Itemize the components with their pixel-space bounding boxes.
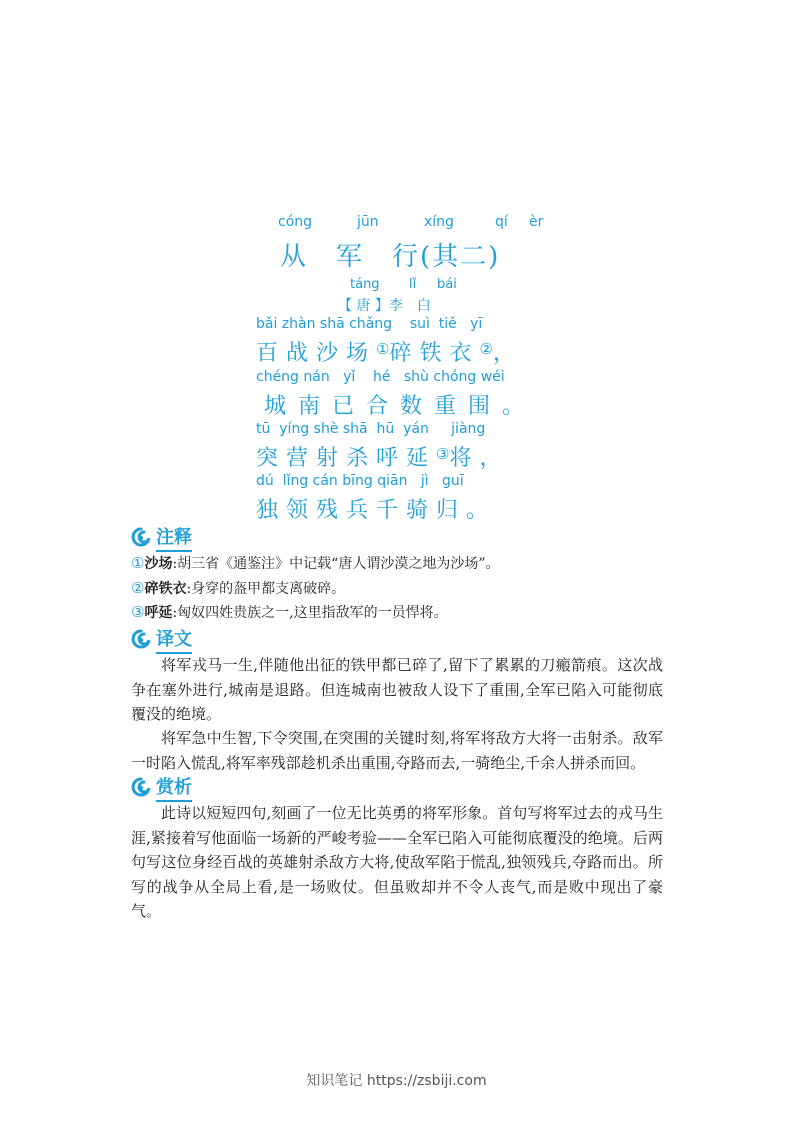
line-1-part-b: 碎铁衣 (389, 341, 480, 366)
translation-title: 译文 (156, 625, 192, 654)
page-footer: 知识笔记 https://zsbiji.com (306, 1073, 487, 1089)
line-2-part-a: 城南已合数重围 (264, 394, 503, 419)
line-3-punct: ， (479, 446, 510, 471)
line-3-text (256, 441, 510, 472)
title-pinyin-2: jūn (357, 214, 379, 230)
line-3-part-a: 突营射杀呼延 (256, 446, 437, 471)
note-1 (131, 553, 499, 573)
translation-paragraph-1: 将军戎马一生,伴随他出征的铁甲都已碎了,留下了累累的刀瘢箭痕。这次战争在塞外进行,城南是退路。但连城南也被敌人设下了重围,全军已陷入可能彻底覆没的绝境。 (131, 656, 663, 723)
title-pinyin-3: xíng (424, 214, 454, 230)
note-3-number: ③ (131, 603, 145, 621)
appreciation-title: 赏析 (156, 773, 192, 802)
poem-author: 【 唐 】李 白 (338, 298, 431, 314)
line-3-note-mark: ③ (436, 445, 450, 463)
line-4-text (256, 493, 496, 524)
appreciation-paragraph: 此诗以短短四句,刻画了一位无比英勇的将军形象。首句写将军过去的戎马生涯,紧接着写他面临一场新的严峻考验——全军已陷入可能彻底覆没的绝境。后两句写这位身经百战的英雄射杀敌方大将,使敌军陷于慌乱,独领残兵,夺路而出。所写的战争从全局上看,是一场败仗。但虽败却并不令人丧气,而是败中现出了豪气。 (131, 804, 663, 920)
note-3 (131, 602, 448, 622)
translation-paragraph-2: 将军急中生智,下令突围,在突围的关键时刻,将军将敌方大将一击射杀。敌军一时陷入慌乱,将军率残部趁机杀出重围,夺路而去,一骑绝尘,千余人拼杀而回。 (131, 729, 663, 772)
line-1-note-mark-2: ② (479, 340, 493, 358)
line-4-pinyin: dú lǐng cán bīng qiān jì guī (256, 473, 464, 489)
note-1-text: :胡三省《通鉴注》中记载“唐人谓沙漠之地为沙场”。 (172, 556, 500, 572)
line-1-punct: ， (492, 341, 523, 366)
line-1-text (256, 336, 523, 367)
line-1-pinyin: bǎi zhàn shā chǎng suì tiě yī (256, 316, 483, 332)
notes-title: 注释 (156, 523, 192, 552)
author-pinyin-1: táng (350, 277, 380, 292)
translation-section-header (130, 627, 192, 651)
line-2-pinyin: chéng nán yǐ hé shù chóng wéi (256, 369, 505, 385)
appreciation-section-header (130, 775, 192, 799)
line-2-punct: 。 (502, 394, 537, 419)
note-2 (131, 578, 345, 598)
line-3-part-b: 将 (449, 446, 480, 471)
note-2-text: :身穿的盔甲都支离破碎。 (186, 581, 346, 597)
line-1-note-mark: ① (376, 340, 390, 358)
author-pinyin-3: bái (437, 277, 457, 292)
swirl-icon (130, 776, 152, 798)
note-2-number: ② (131, 579, 145, 597)
line-2-text (264, 389, 536, 420)
note-3-term: 呼延 (144, 605, 173, 621)
line-4-part-a: 独领残兵千骑归 (256, 498, 467, 523)
title-pinyin-4: qí (495, 214, 508, 230)
title-pinyin-1: cóng (278, 214, 313, 230)
line-1-part-a: 百战沙场 (256, 341, 377, 366)
line-4-punct: 。 (466, 498, 497, 523)
notes-section-header (130, 525, 192, 549)
note-2-term: 碎铁衣 (144, 581, 187, 597)
note-1-term: 沙场 (144, 556, 173, 572)
line-3-pinyin: tū yíng shè shā hū yán jiàng (256, 421, 486, 437)
swirl-icon (130, 628, 152, 650)
title-pinyin-5: èr (529, 214, 544, 230)
poem-title: 从 军 行(其二) (280, 242, 501, 272)
note-3-text: :匈奴四姓贵族之一,这里指敌军的一员悍将。 (172, 605, 448, 621)
author-pinyin-2: lǐ (409, 277, 417, 292)
note-1-number: ① (131, 554, 145, 572)
swirl-icon (130, 526, 152, 548)
